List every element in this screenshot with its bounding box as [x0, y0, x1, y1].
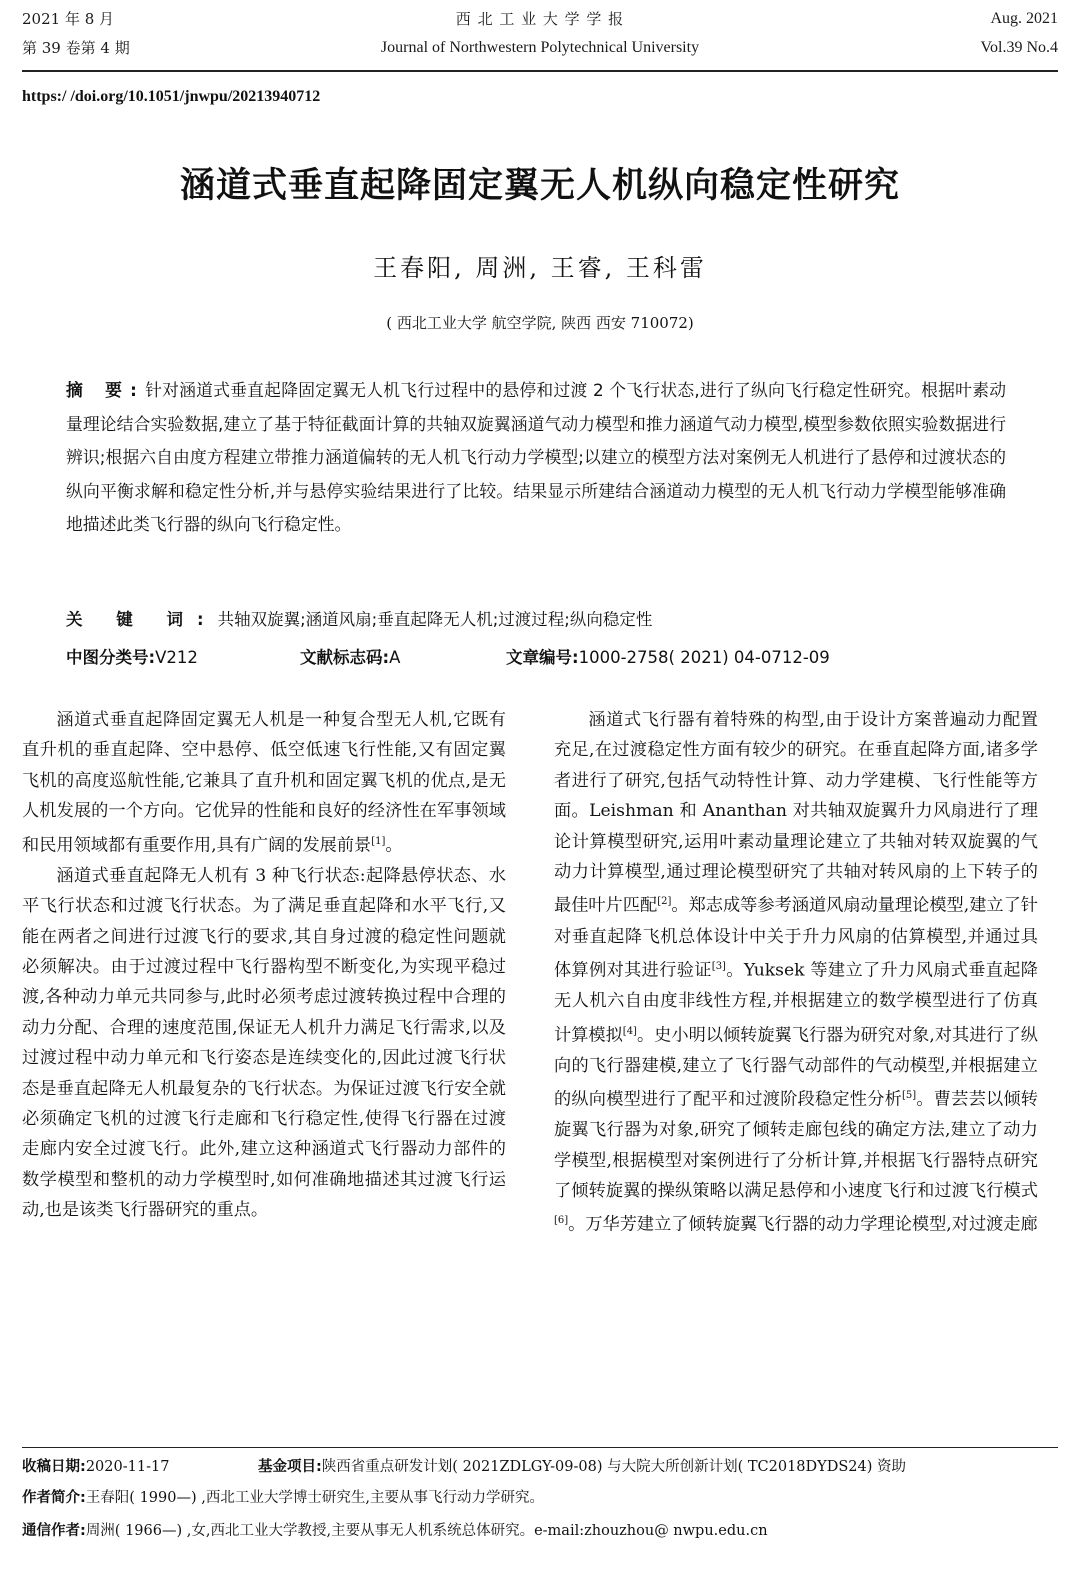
paragraph-text: 涵道式垂直起降固定翼无人机是一种复合型无人机,它既有直升机的垂直起降、空中悬停、低空低速飞行性能,又有固定翼飞机的高度巡航性能,它兼具了直升机和固定翼飞机的优点,是无人机发展的一个方向。它优异的性能和良好的经济性在军事领域和民用领域都有重要作用,具有广阔的发展前景	[22, 710, 506, 856]
doi-link[interactable]: https:/ /doi.org/10.1051/jnwpu/20213940712	[22, 88, 321, 105]
body-paragraph	[554, 705, 1038, 1241]
body-paragraph	[22, 705, 506, 861]
clc-number	[66, 644, 198, 668]
fund-value: 陕西省重点研发计划( 2021ZDLGY-09-08) 与大院大所创新计划( TC2018DYDS24) 资助	[321, 1459, 906, 1475]
footnote-fund	[258, 1455, 906, 1476]
paper-affiliation: ( 西北工业大学 航空学院, 陕西 西安 710072)	[386, 314, 694, 332]
article-value: 1000-2758( 2021) 04-0712-09	[578, 648, 830, 667]
citation-ref[interactable]: [6]	[554, 1215, 569, 1227]
received-value: 2020-11-17	[85, 1459, 170, 1475]
author-value: 王春阳( 1990—) ,西北工业大学博士研究生,主要从事飞行动力学研究。	[85, 1490, 544, 1506]
citation-ref[interactable]: [3]	[711, 960, 726, 972]
paragraph-text: 。郑志成等参考涵道风扇动量理论模型,建立了针对垂直起降飞机总体设计中关于升力风扇的估算模型,并通过具体算例对其进行验证	[554, 896, 1038, 981]
author-label: 作者简介:	[22, 1490, 86, 1506]
received-label: 收稿日期:	[22, 1459, 86, 1475]
clc-label: 中图分类号:	[66, 648, 156, 667]
body-paragraph	[22, 861, 506, 1226]
header-journal-cn: 西 北 工 业 大 学 学 报	[455, 10, 625, 28]
abstract	[66, 374, 1006, 542]
citation-ref[interactable]: [1]	[371, 835, 386, 847]
keywords-text: 共轴双旋翼;涵道风扇;垂直起降无人机;过渡过程;纵向稳定性	[217, 610, 653, 629]
citation-ref[interactable]: [5]	[902, 1090, 917, 1102]
doc-value: A	[389, 648, 401, 667]
header-divider	[22, 70, 1058, 72]
abstract-label: 摘 要:	[66, 380, 145, 400]
citation-ref[interactable]: [4]	[622, 1025, 637, 1037]
paragraph-text: 涵道式飞行器有着特殊的构型,由于设计方案普遍动力配置充足,在过渡稳定性方面有较少的研究。在垂直起降方面,诸多学者进行了研究,包括气动特性计算、动力学建模、飞行性能等方面。Leishman 和 Ananthan 对共轴双旋翼升力风扇进行了理论计算模型研究,运用叶素动量理论建立了共轴对转双旋翼的气动力计算模型,通过理论模型研究了共轴对转风扇的上下转子的最佳叶片匹配	[554, 710, 1038, 917]
header-date: 2021 年 8 月	[22, 10, 115, 28]
fund-label: 基金项目:	[258, 1459, 322, 1475]
footnote-received	[22, 1455, 169, 1476]
keywords	[66, 606, 652, 630]
paragraph-text: 。曹芸芸以倾转旋翼飞行器为对象,研究了倾转走廊包线的确定方法,建立了动力学模型,根据模型对案例进行了分析计算,并根据飞行器特点研究了倾转旋翼的操纵策略以满足悬停和小速度飞行和过渡飞行模式	[554, 1089, 1038, 1202]
paragraph-end: 。	[385, 835, 403, 856]
corr-value: 周洲( 1966—) ,女,西北工业大学教授,主要从事无人机系统总体研究。e-mail:zhouzhou@ nwpu.edu.cn	[85, 1523, 768, 1539]
document-code	[300, 644, 400, 668]
corr-label: 通信作者:	[22, 1523, 86, 1539]
header-volume: 第 39 卷第 4 期	[22, 39, 130, 57]
keywords-label: 关 键 词:	[66, 610, 218, 629]
paragraph-text: 。万华芳建立了倾转旋翼飞行器的动力学理论模型,对过渡走廊	[568, 1215, 1038, 1236]
header-volume-en: Vol.39 No.4	[980, 39, 1058, 56]
article-label: 文章编号:	[506, 648, 579, 667]
paragraph-text: 。Yuksek 等建立了升力风扇式垂直起降无人机六自由度非线性方程,并根据建立的数学模型进行了仿真计算模拟	[554, 960, 1038, 1046]
abstract-text: 针对涵道式垂直起降固定翼无人机飞行过程中的悬停和过渡 2 个飞行状态,进行了纵向飞行稳定性研究。根据叶素动量理论结合实验数据,建立了基于特征截面计算的共轴双旋翼涵道气动力模型和推力涵道气动力模型,模型参数依照实验数据进行辨识;根据六自由度方程建立带推力涵道偏转的无人机飞行动力学模型;以建立的模型方法对案例无人机进行了悬停和过渡状态的纵向平衡求解和稳定性分析,并与悬停实验结果进行了比较。结果显示所建结合涵道动力模型的无人机飞行动力学模型能够准确地描述此类飞行器的纵向飞行稳定性。	[66, 380, 1006, 534]
body-right-column	[554, 705, 1038, 1241]
paper-authors: 王春阳, 周洲, 王睿, 王科雷	[373, 254, 707, 282]
citation-ref[interactable]: [2]	[657, 896, 672, 908]
footnote-divider	[22, 1447, 1058, 1448]
paper-title: 涵道式垂直起降固定翼无人机纵向稳定性研究	[179, 166, 900, 206]
footnote-author-bio	[22, 1486, 544, 1507]
paragraph-text: 。史小明以倾转旋翼飞行器为研究对象,对其进行了纵向的飞行器建模,建立了飞行器气动部件的气动模型,并根据建立的纵向模型进行了配平和过渡阶段稳定性分析	[554, 1025, 1038, 1110]
header-journal-en: Journal of Northwestern Polytechnical University	[380, 39, 700, 56]
doc-label: 文献标志码:	[300, 648, 390, 667]
article-number	[506, 644, 830, 668]
body-left-column	[22, 705, 506, 1226]
footnote-corresponding	[22, 1519, 768, 1540]
paragraph-text: 涵道式垂直起降无人机有 3 种飞行状态:起降悬停状态、水平飞行状态和过渡飞行状态。为了满足垂直起降和水平飞行,又能在两者之间进行过渡飞行的要求,其自身过渡的稳定性问题就必须解决。由于过渡过程中飞行器构型不断变化,为实现平稳过渡,各种动力单元共同参与,此时必须考虑过渡转换过程中合理的动力分配、合理的速度范围,保证无人机升力满足飞行需求,以及过渡过程中动力单元和飞行姿态是连续变化的,因此过渡飞行状态是垂直起降无人机最复杂的飞行状态。为保证过渡飞行安全就必须确定飞机的过渡飞行走廊和飞行稳定性,使得飞行器在过渡走廊内安全过渡飞行。此外,建立这种涵道式飞行器动力部件的数学模型和整机的动力学模型时,如何准确地描述其过渡飞行运动,也是该类飞行器研究的重点。	[22, 865, 506, 1221]
header-date-en: Aug. 2021	[990, 10, 1058, 27]
clc-value: V212	[155, 648, 198, 667]
